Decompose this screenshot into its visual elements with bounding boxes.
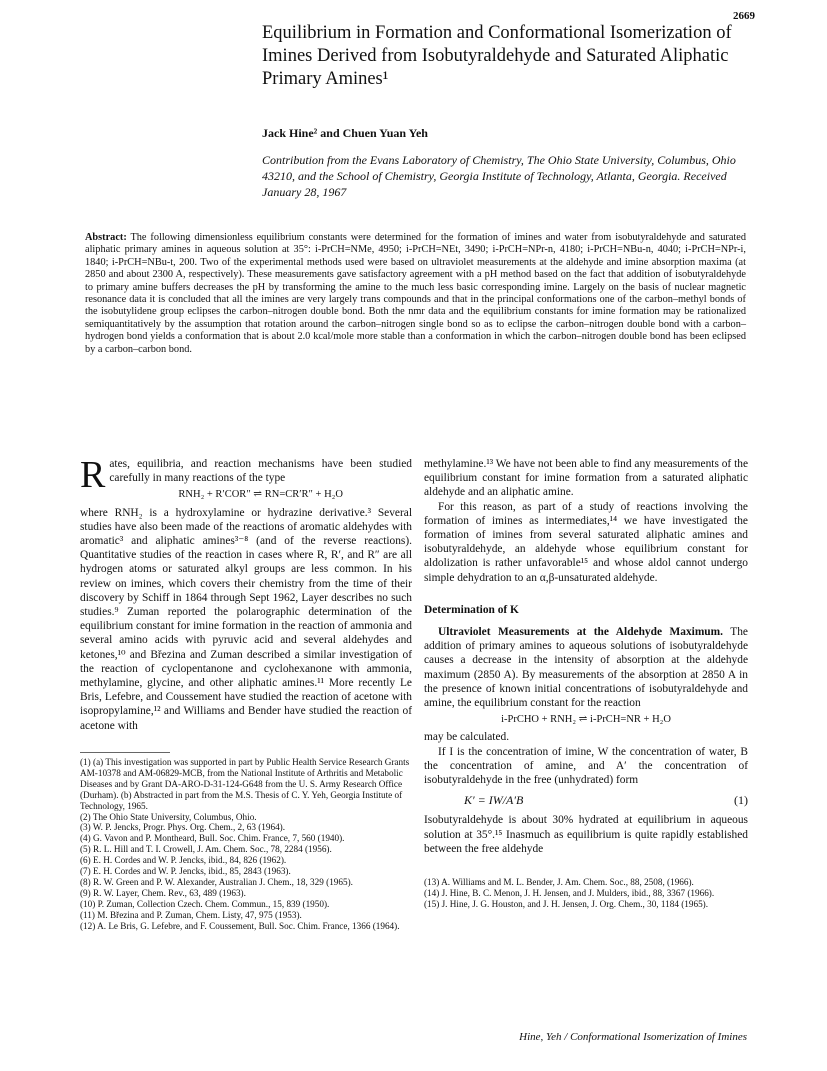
footnote: (15) J. Hine, J. G. Houston, and J. H. Jensen, J. Org. Chem., 30, 1184 (1965). bbox=[424, 898, 709, 909]
footnotes-left bbox=[80, 757, 412, 932]
paragraph: If I is the concentration of imine, W the concentration of water, B the concentration of amine, and A′ the concentration of isobutyraldehyde in the free (unhydrated) form bbox=[424, 745, 748, 787]
paragraph: may be calculated. bbox=[424, 731, 510, 744]
footnote: (14) J. Hine, B. C. Menon, J. H. Jensen, and J. Mulders, ibid., 88, 3367 (1966). bbox=[424, 887, 715, 898]
abstract bbox=[85, 232, 746, 356]
equation-1-number: (1) bbox=[734, 793, 748, 808]
paragraph bbox=[424, 625, 748, 710]
drop-cap: R bbox=[80, 454, 106, 496]
footnote: (4) G. Vavon and P. Montheard, Bull. Soc. Chim. France, 7, 560 (1940). bbox=[80, 833, 345, 844]
footnote: (9) R. W. Layer, Chem. Rev., 63, 489 (1963). bbox=[80, 887, 246, 898]
paragraph: methylamine.¹³ We have not been able to find any measurements of the equilibrium constant for imine formation from a saturated aliphatic aldehyde and an aliphatic amine. bbox=[424, 458, 748, 499]
equation-1-body: K′ = IW/A′B bbox=[464, 793, 524, 808]
footnotes-right bbox=[424, 877, 748, 910]
footnote: (13) A. Williams and M. L. Bender, J. Am. Chem. Soc., 88, 2508, (1966). bbox=[424, 877, 694, 887]
section-heading: Determination of K bbox=[424, 603, 519, 616]
article-title: Equilibrium in Formation and Conformational Isomerization of Imines Derived from Isobutyraldehyde and Saturated Aliphatic Primary Amines¹ bbox=[262, 23, 732, 89]
footnote: (10) P. Zuman, Collection Czech. Chem. Commun., 15, 839 (1950). bbox=[80, 898, 330, 909]
running-footer: Hine, Yeh / Conformational Isomerization of Imines bbox=[519, 1031, 747, 1043]
page-number: 2669 bbox=[733, 10, 755, 22]
left-column bbox=[80, 454, 412, 733]
paragraph: For this reason, as part of a study of reactions involving the formation of imines as intermediates,¹⁴ we have investigated the formation of imines from several saturated aliphatic amines and isobutyraldehyde, an aldehyde whose equilibrium constant for aldolization is rather unfavorable¹⁵ and whose aldol cannot undergo simple dehydration to an α,β-unsaturated aldehyde. bbox=[424, 500, 748, 584]
right-column bbox=[424, 457, 748, 856]
footnote: (1) (a) This investigation was supported in part by Public Health Service Research Grants AM-10378 and AM-06829-MCB, from the National Institute of Arthritis and Metabolic Diseases and by Grant DA-ARO-D-31-124-G648 from the U. S. Army Research Office (Durham). (b) Abstracted in part from the M.S. Thesis of C. Y. Yeh, Georgia Institute of Technology, 1965. bbox=[80, 757, 410, 811]
authors: Jack Hine² and Chuen Yuan Yeh bbox=[262, 126, 428, 140]
affiliation: Contribution from the Evans Laboratory of Chemistry, The Ohio State University, Columbus, Ohio 43210, and the School of Chemistry, Georgia Institute of Technology, Atlanta, Georgia. Received January 28, 1967 bbox=[262, 153, 736, 199]
footnote: (2) The Ohio State University, Columbus, Ohio. bbox=[80, 811, 257, 822]
subsection-heading: Ultraviolet Measurements at the Aldehyde Maximum. bbox=[438, 626, 723, 639]
intro-text: ates, equilibria, and reaction mechanisms have been studied carefully in many reactions of the type bbox=[109, 458, 412, 485]
paragraph: where RNH₂ is a hydroxylamine or hydrazine derivative.³ Several studies have also been made of the reactions of aromatic aldehydes with aromatic³ and aliphatic amines³⁻⁸ (and of the reverse reactions). Quantitative studies of the reaction in cases where R, R′, and R″ are all hydrogen atoms or saturated alkyl groups are less common. In his review on imines, which covers their chemistry from the time of their discovery by Schiff in 1864 through Sept 1962, Layer describes no such studies.⁹ Zuman reported the polarographic determination of the equilibrium constant for imine formation in the reaction of ammonia and several amino acids with pyruvic acid and several aldehydes and ketones,¹⁰ and Březina and Zuman described a similar investigation of the reaction of cyclopentanone and cyclohexanone with ammonia, methylamine, glycine, and other aliphatic amines.¹¹ More recently Le Bris, Lefebre, and Coussement have studied the reaction of acetone with isopropylamine,¹² and Williams and Bender have studied the reaction of acetone with bbox=[80, 506, 412, 732]
footnote: (12) A. Le Bris, G. Lefebre, and F. Coussement, Bull. Soc. Chim. France, 1366 (1964). bbox=[80, 920, 400, 931]
paragraph-text: The addition of primary amines to aqueous solutions of isobutyraldehyde causes a decrease in the intensity of absorption at the aldehyde maximum (2850 A). By measurements of the absorption at 2850 A in the presence of known initial concentrations of isobutyraldehyde and amine, the equilibrium constant for the reaction bbox=[424, 626, 748, 710]
footnote: (11) M. Březina and P. Zuman, Chem. Listy, 47, 975 (1953). bbox=[80, 909, 302, 920]
footnote: (5) R. L. Hill and T. I. Crowell, J. Am. Chem. Soc., 78, 2284 (1956). bbox=[80, 844, 332, 855]
abstract-text: The following dimensionless equilibrium constants were determined for the formation of imines and water from isobutyraldehyde and saturated aliphatic primary amines in aqueous solution at 35°: i-PrCH=NMe, 4950; i-PrCH=NEt, 3490; i-PrCH=NPr-n, 4180; i-PrCH=NBu-n, 4040; i-PrCH=NPr-i, 1840; i-PrCH=NBu-t, 200. Two of the experimental methods used were based on ultraviolet measurements at the aldehyde and imine absorption maxima (at 2850 and about 2300 A, respectively). These measurements gave satisfactory agreement with a pH method based on the fact that addition of isobutyraldehyde to primary amine buffers decreases the pH by transforming the amine to the much less basic corresponding imine. Largely on the basis of nuclear magnetic resonance data it is concluded that all the imines are very largely trans compounds and that in the principal conformations one of the carbon–methyl bonds of the isobutylidene group eclipses the carbon–nitrogen double bond. Both the nmr data and the equilibrium constants for imine formation may be rationalized semiquantitatively by the assumption that rotation around the carbon–nitrogen single bond so as to eclipse the carbon–nitrogen double bond with a carbon–hydrogen bond yields a conformation that is about 2.0 kcal/mole more stable than a conformation in which the carbon–nitrogen double bond has been eclipsed by a carbon–carbon bond. bbox=[85, 232, 746, 355]
equation-1 bbox=[464, 793, 748, 807]
paragraph: Isobutyraldehyde is about 30% hydrated at equilibrium in aqueous solution at 35°.¹⁵ Inasmuch as equilibrium is quite rapidly established between the free aldehyde bbox=[424, 814, 748, 855]
footnote-rule bbox=[80, 752, 170, 753]
footnote: (8) R. W. Green and P. W. Alexander, Australian J. Chem., 18, 329 (1965). bbox=[80, 876, 353, 887]
footnote: (3) W. P. Jencks, Progr. Phys. Org. Chem., 2, 63 (1964). bbox=[80, 822, 286, 833]
abstract-label: Abstract: bbox=[85, 232, 127, 243]
footnote: (6) E. H. Cordes and W. P. Jencks, ibid., 84, 826 (1962). bbox=[80, 855, 287, 866]
equation-general: RNH₂ + R′COR″ ⇌ RN=CR′R″ + H₂O bbox=[178, 489, 343, 501]
footnote: (7) E. H. Cordes and W. P. Jencks, ibid., 85, 2843 (1963). bbox=[80, 866, 291, 877]
equation-reaction: i-PrCHO + RNH₂ ⇌ i-PrCH=NR + H₂O bbox=[501, 714, 671, 726]
